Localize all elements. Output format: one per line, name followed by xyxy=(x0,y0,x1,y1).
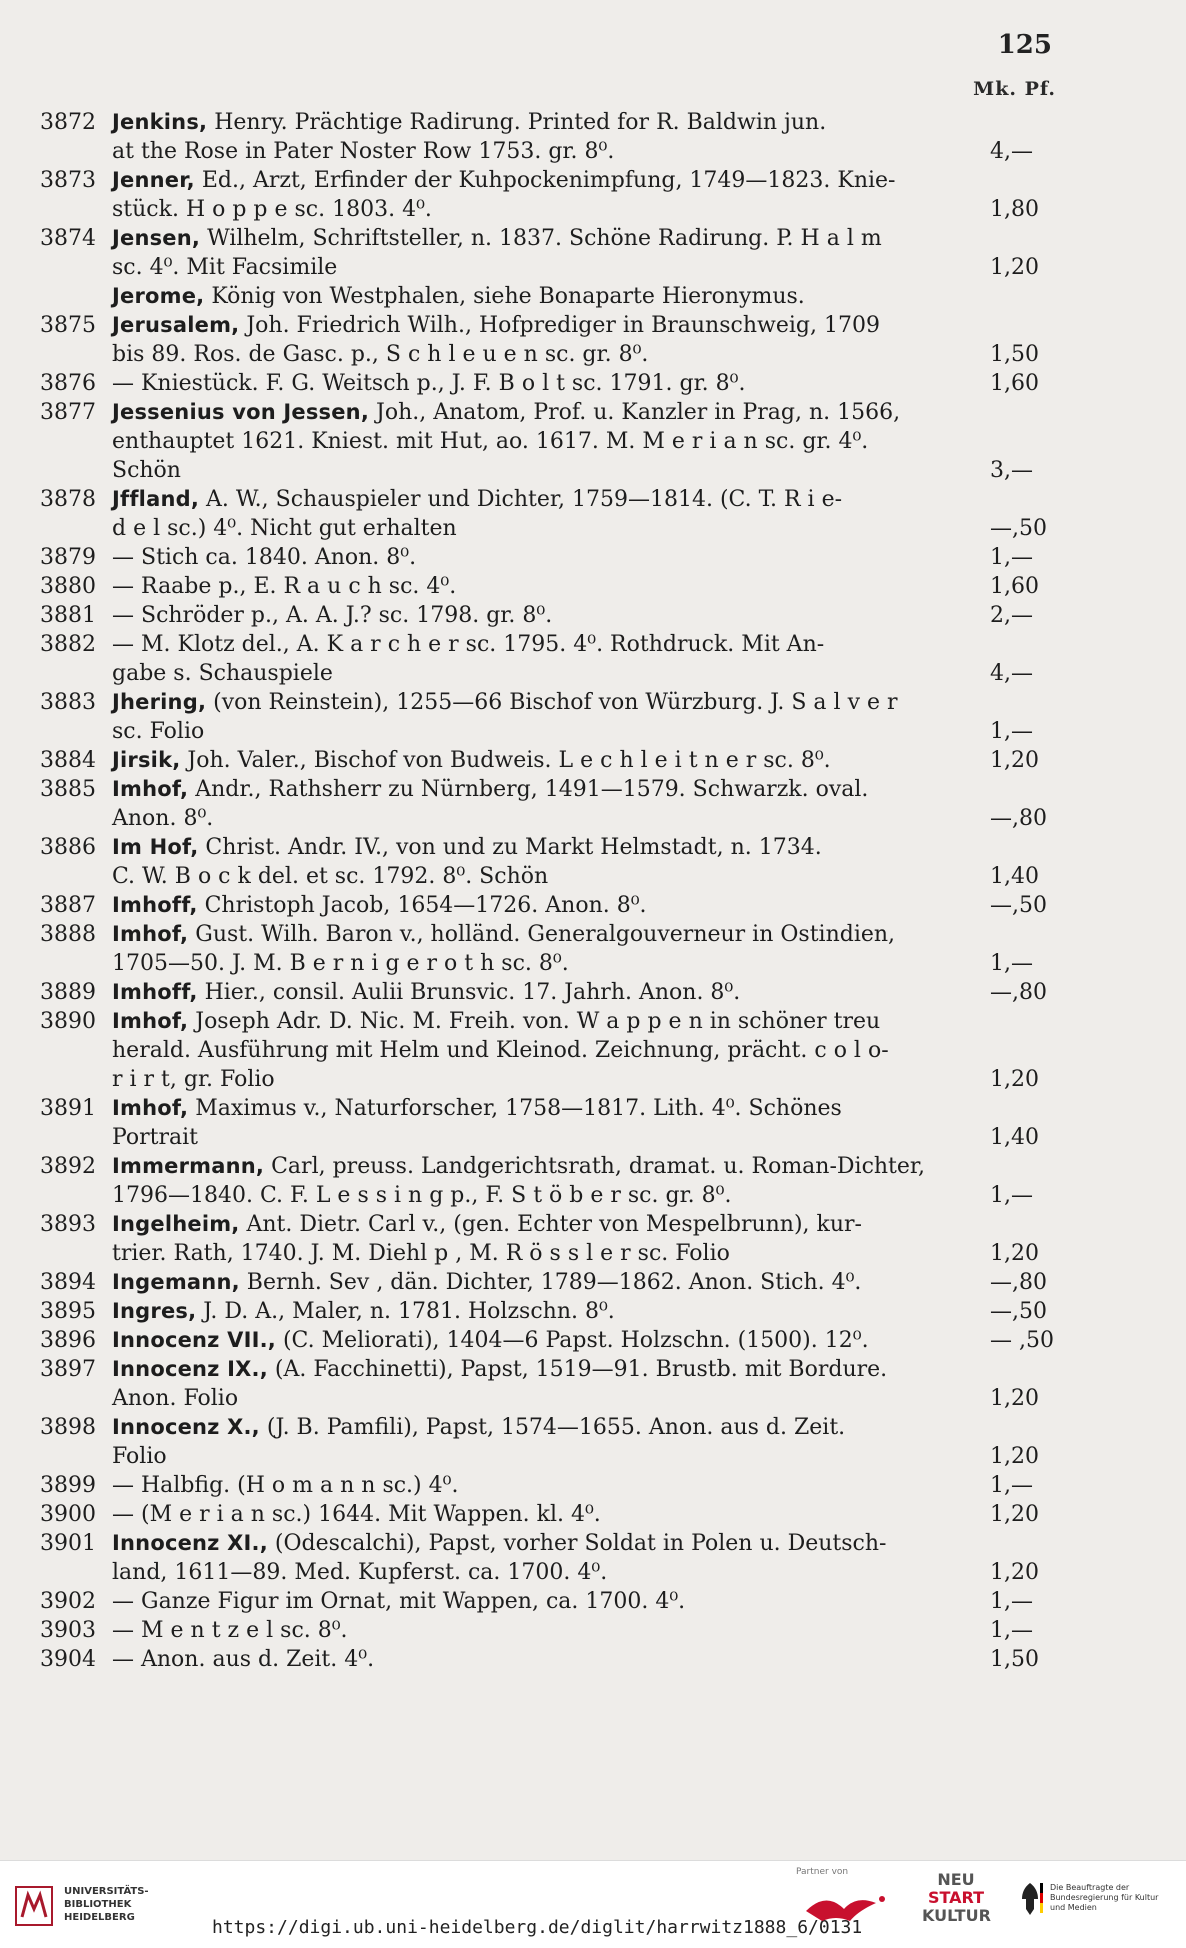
entry-first-line xyxy=(40,1326,1070,1355)
entry-price: —,80 xyxy=(990,980,1047,1005)
entry-text xyxy=(112,775,868,804)
entry-continuation-line xyxy=(40,1239,1070,1268)
catalog-entry xyxy=(40,485,1070,543)
entry-number: 3903 xyxy=(40,1618,96,1643)
entry-text xyxy=(112,601,552,630)
entry-first-line xyxy=(40,775,1070,804)
entry-number: 3895 xyxy=(40,1299,96,1324)
entry-description: — Ganze Figur im Ornat, mit Wappen, ca. 1700. 4⁰. xyxy=(112,1589,686,1614)
entry-price: —,50 xyxy=(990,516,1047,541)
entry-number: 3877 xyxy=(40,400,96,425)
entry-description: bis 89. Ros. de Gasc. p., S c h l e u e n sc. gr. 8⁰. xyxy=(112,342,649,367)
entry-first-line xyxy=(40,398,1070,427)
entry-person-name: Jensen, xyxy=(112,226,201,250)
entry-description: König von Westphalen, siehe Bonaparte Hieronymus. xyxy=(204,284,805,309)
entry-description: Joseph Adr. D. Nic. M. Freih. von. W a p p e n in schöner treu xyxy=(188,1009,881,1034)
entry-price: 2,— xyxy=(990,603,1033,628)
entry-description: — M. Klotz del., A. K a r c h e r sc. 1795. 4⁰. Rothdruck. Mit An- xyxy=(112,632,825,657)
entry-first-line xyxy=(40,688,1070,717)
entry-person-name: Imhoff, xyxy=(112,980,198,1004)
entry-person-name: Imhoff, xyxy=(112,893,198,917)
bkm-logo[interactable]: Die Beauftragte der Bundesregierung für Kultur und Medien xyxy=(1016,1879,1176,1929)
entry-text xyxy=(112,311,880,340)
entry-price: 1,50 xyxy=(990,342,1039,367)
entry-description: (J. B. Pamfili), Papst, 1574—1655. Anon. aus d. Zeit. xyxy=(259,1415,846,1440)
entry-description: Christoph Jacob, 1654—1726. Anon. 8⁰. xyxy=(197,893,647,918)
entry-text xyxy=(112,1587,685,1616)
entry-price: —,50 xyxy=(990,893,1047,918)
entry-continuation-line xyxy=(40,804,1070,833)
entry-number: 3898 xyxy=(40,1415,96,1440)
entry-text xyxy=(112,427,868,456)
entry-text xyxy=(112,456,181,485)
entry-first-line xyxy=(40,920,1070,949)
entry-first-line xyxy=(40,891,1070,920)
entry-person-name: Imhof, xyxy=(112,1009,189,1033)
entry-price: 1,60 xyxy=(990,574,1039,599)
catalog-entry xyxy=(40,630,1070,688)
entry-text xyxy=(112,804,213,833)
entry-price: 1,— xyxy=(990,719,1033,744)
catalog-entry xyxy=(40,1645,1070,1674)
entry-continuation-line xyxy=(40,137,1070,166)
entry-number: 3889 xyxy=(40,980,96,1005)
entry-continuation-line xyxy=(40,514,1070,543)
entry-number: 3885 xyxy=(40,777,96,802)
entry-text xyxy=(112,543,416,572)
catalog-entry xyxy=(40,688,1070,746)
catalog-entry xyxy=(40,920,1070,978)
entry-text xyxy=(112,717,204,746)
entry-price: 1,40 xyxy=(990,1125,1039,1150)
entry-text xyxy=(112,978,740,1007)
entry-text xyxy=(112,1036,889,1065)
entry-text xyxy=(112,1123,198,1152)
entry-continuation-line xyxy=(40,949,1070,978)
entry-text xyxy=(112,659,333,688)
entry-price: 4,— xyxy=(990,139,1033,164)
catalog-entry xyxy=(40,1616,1070,1645)
entry-person-name: Jenkins, xyxy=(112,110,208,134)
catalog-entry xyxy=(40,1500,1070,1529)
entry-text xyxy=(112,398,900,427)
entry-price: 1,— xyxy=(990,545,1033,570)
entry-number: 3875 xyxy=(40,313,96,338)
library-seal-icon xyxy=(14,1885,54,1927)
entry-continuation-line xyxy=(40,1065,1070,1094)
entry-person-name: Jerusalem, xyxy=(112,313,240,337)
entry-description: (C. Meliorati), 1404—6 Papst. Holzschn. (1500). 12⁰. xyxy=(275,1328,869,1353)
entry-number: 3892 xyxy=(40,1154,96,1179)
catalog-entry xyxy=(40,775,1070,833)
catalog-entry xyxy=(40,1007,1070,1094)
entry-person-name: Jessenius von Jessen, xyxy=(112,400,370,424)
entry-text xyxy=(112,746,831,775)
catalog-entry xyxy=(40,1152,1070,1210)
catalog-entry xyxy=(40,1297,1070,1326)
entry-number: 3902 xyxy=(40,1589,96,1614)
entry-price: —,80 xyxy=(990,1270,1047,1295)
entry-price: 1,20 xyxy=(990,1067,1039,1092)
entry-description: 1705—50. J. M. B e r n i g e r o t h sc. 8⁰. xyxy=(112,951,569,976)
entry-text xyxy=(112,224,882,253)
entry-first-line xyxy=(40,1413,1070,1442)
entry-first-line xyxy=(40,224,1070,253)
entry-continuation-line xyxy=(40,195,1070,224)
entry-price: 1,20 xyxy=(990,1560,1039,1585)
entry-number: 3880 xyxy=(40,574,96,599)
entry-person-name: Immermann, xyxy=(112,1154,265,1178)
entry-person-name: Jffland, xyxy=(112,487,200,511)
entry-number: 3884 xyxy=(40,748,96,773)
entry-number: 3890 xyxy=(40,1009,96,1034)
entry-price: 4,— xyxy=(990,661,1033,686)
entry-text xyxy=(112,1471,458,1500)
entry-description: — (M e r i a n sc.) 1644. Mit Wappen. kl. 4⁰. xyxy=(112,1502,601,1527)
entry-description: Andr., Rathsherr zu Nürnberg, 1491—1579. Schwarzk. oval. xyxy=(188,777,869,802)
entry-first-line xyxy=(40,572,1070,601)
entry-person-name: Jirsik, xyxy=(112,748,181,772)
entry-number: 3893 xyxy=(40,1212,96,1237)
entry-description: at the Rose in Pater Noster Row 1753. gr. 8⁰. xyxy=(112,139,615,164)
entry-text xyxy=(112,1616,348,1645)
entry-price: 1,20 xyxy=(990,1241,1039,1266)
entry-text xyxy=(112,891,647,920)
catalog-entry xyxy=(40,398,1070,485)
entry-description: A. W., Schauspieler und Dichter, 1759—1814. (C. T. R i e- xyxy=(199,487,843,512)
entry-description: gabe s. Schauspiele xyxy=(112,661,333,686)
entry-description: — Stich ca. 1840. Anon. 8⁰. xyxy=(112,545,417,570)
entry-number: 3904 xyxy=(40,1647,96,1672)
entry-description: — M e n t z e l sc. 8⁰. xyxy=(112,1618,348,1643)
viewer-footer xyxy=(0,1860,1186,1948)
entry-number: 3876 xyxy=(40,371,96,396)
catalog-entry xyxy=(40,166,1070,224)
entry-person-name: Innocenz IX., xyxy=(112,1357,268,1381)
catalog-entry xyxy=(40,601,1070,630)
entry-first-line xyxy=(40,630,1070,659)
entry-number: 3891 xyxy=(40,1096,96,1121)
entry-text xyxy=(112,833,822,862)
entry-first-line xyxy=(40,1587,1070,1616)
entry-description: — Halbfig. (H o m a n n sc.) 4⁰. xyxy=(112,1473,459,1498)
entry-person-name: Im Hof, xyxy=(112,835,199,859)
entry-text xyxy=(112,282,805,311)
entry-person-name: Jenner, xyxy=(112,168,195,192)
entry-first-line xyxy=(40,833,1070,862)
entry-person-name: Ingres, xyxy=(112,1299,197,1323)
catalog-entry xyxy=(40,369,1070,398)
entry-price: —,80 xyxy=(990,806,1047,831)
permalink-url[interactable]: https://digi.ub.uni-heidelberg.de/diglit/harrwitz1888_6/0131 xyxy=(212,1917,863,1938)
entry-price: 1,— xyxy=(990,951,1033,976)
entry-text xyxy=(112,1210,862,1239)
catalog-entry xyxy=(40,1268,1070,1297)
entry-first-line xyxy=(40,282,1070,311)
entry-description: sc. Folio xyxy=(112,719,205,744)
entry-text xyxy=(112,1558,607,1587)
entry-text xyxy=(112,253,337,282)
entry-description: Anon. Folio xyxy=(112,1386,239,1411)
entry-person-name: Jerome, xyxy=(112,284,205,308)
entry-number: 3887 xyxy=(40,893,96,918)
entry-description: Gust. Wilh. Baron v., holländ. Generalgouverneur in Ostindien, xyxy=(188,922,896,947)
entry-number: 3878 xyxy=(40,487,96,512)
entry-price: 1,50 xyxy=(990,1647,1039,1672)
entry-continuation-line xyxy=(40,253,1070,282)
entry-person-name: Imhof, xyxy=(112,922,189,946)
catalog-entry xyxy=(40,1529,1070,1587)
entry-number: 3896 xyxy=(40,1328,96,1353)
entry-price: 1,40 xyxy=(990,864,1039,889)
entry-description: J. D. A., Maler, n. 1781. Holzschn. 8⁰. xyxy=(196,1299,615,1324)
entry-description: enthauptet 1621. Kniest. mit Hut, ao. 1617. M. M e r i a n sc. gr. 4⁰. xyxy=(112,429,869,454)
entry-price: 1,— xyxy=(990,1618,1033,1643)
entry-price: 1,60 xyxy=(990,371,1039,396)
partner-label: Partner von xyxy=(796,1867,849,1877)
catalog-entry xyxy=(40,833,1070,891)
entry-price: 1,20 xyxy=(990,748,1039,773)
entry-description: d e l sc.) 4⁰. Nicht gut erhalten xyxy=(112,516,457,541)
entry-first-line xyxy=(40,1297,1070,1326)
entry-description: sc. 4⁰. Mit Facsimile xyxy=(112,255,338,280)
entry-price: 1,80 xyxy=(990,197,1039,222)
entry-person-name: Imhof, xyxy=(112,1096,189,1120)
entry-text xyxy=(112,1500,601,1529)
entry-description: Joh. Friedrich Wilh., Hofprediger in Braunschweig, 1709 xyxy=(239,313,880,338)
entry-number: 3901 xyxy=(40,1531,96,1556)
entry-number: 3882 xyxy=(40,632,96,657)
entry-description: — Schröder p., A. A. J.? sc. 1798. gr. 8⁰. xyxy=(112,603,553,628)
entry-text xyxy=(112,108,826,137)
entry-first-line xyxy=(40,1210,1070,1239)
entry-first-line xyxy=(40,311,1070,340)
entry-text xyxy=(112,369,745,398)
entry-text xyxy=(112,340,648,369)
entry-number: 3894 xyxy=(40,1270,96,1295)
catalog-entry xyxy=(40,1355,1070,1413)
entry-description: stück. H o p p e sc. 1803. 4⁰. xyxy=(112,197,432,222)
catalog-entry xyxy=(40,543,1070,572)
entry-first-line xyxy=(40,1152,1070,1181)
entry-continuation-line xyxy=(40,427,1070,456)
entry-description: — Raabe p., E. R a u c h sc. 4⁰. xyxy=(112,574,457,599)
entry-description: Maximus v., Naturforscher, 1758—1817. Lith. 4⁰. Schönes xyxy=(188,1096,842,1121)
entry-text xyxy=(112,920,895,949)
entry-price: — ,50 xyxy=(990,1328,1054,1353)
entry-person-name: Innocenz VII., xyxy=(112,1328,276,1352)
catalog-entry xyxy=(40,1210,1070,1268)
entry-text xyxy=(112,195,432,224)
entry-description: Folio xyxy=(112,1444,167,1469)
entry-text xyxy=(112,1645,374,1674)
entry-description: r i r t, gr. Folio xyxy=(112,1067,275,1092)
entry-continuation-line xyxy=(40,340,1070,369)
entry-price: —,50 xyxy=(990,1299,1047,1324)
entry-text xyxy=(112,1529,886,1558)
entry-first-line xyxy=(40,543,1070,572)
federal-eagle-icon xyxy=(1016,1879,1044,1919)
entry-first-line xyxy=(40,1645,1070,1674)
entry-text xyxy=(112,1065,275,1094)
entry-price: 1,— xyxy=(990,1589,1033,1614)
entry-person-name: Jhering, xyxy=(112,690,207,714)
entry-text xyxy=(112,1355,887,1384)
entry-first-line xyxy=(40,1094,1070,1123)
entry-person-name: Imhof, xyxy=(112,777,189,801)
entry-first-line xyxy=(40,485,1070,514)
entry-price: 1,— xyxy=(990,1473,1033,1498)
catalog-entry xyxy=(40,1413,1070,1471)
entry-first-line xyxy=(40,1616,1070,1645)
entry-number: 3881 xyxy=(40,603,96,628)
entry-person-name: Innocenz XI., xyxy=(112,1531,268,1555)
entry-description: Joh. Valer., Bischof von Budweis. L e c h l e i t n e r sc. 8⁰. xyxy=(180,748,831,773)
entry-description: (Odescalchi), Papst, vorher Soldat in Polen u. Deutsch- xyxy=(267,1531,887,1556)
entry-description: 1796—1840. C. F. L e s s i n g p., F. S t ö b e r sc. gr. 8⁰. xyxy=(112,1183,732,1208)
entry-text xyxy=(112,1239,730,1268)
entry-description: land, 1611—89. Med. Kupferst. ca. 1700. 4⁰. xyxy=(112,1560,608,1585)
entry-price: 1,20 xyxy=(990,1386,1039,1411)
entry-continuation-line xyxy=(40,456,1070,485)
entry-text xyxy=(112,137,614,166)
catalog-entry xyxy=(40,1094,1070,1152)
entry-text xyxy=(112,1094,842,1123)
entry-text xyxy=(112,1297,615,1326)
entry-description: Ant. Dietr. Carl v., (gen. Echter von Mespelbrunn), kur- xyxy=(239,1212,862,1237)
entry-text xyxy=(112,485,842,514)
entry-number: 3899 xyxy=(40,1473,96,1498)
university-library-logo[interactable] xyxy=(14,1879,154,1935)
entry-description: Henry. Prächtige Radirung. Printed for R. Baldwin jun. xyxy=(207,110,827,135)
entry-description: Schön xyxy=(112,458,181,483)
entry-description: Carl, preuss. Landgerichtsrath, dramat. u. Roman-Dichter, xyxy=(264,1154,926,1179)
entry-first-line xyxy=(40,1007,1070,1036)
entry-description: Anon. 8⁰. xyxy=(112,806,214,831)
catalog-entry xyxy=(40,891,1070,920)
entry-description: herald. Ausführung mit Helm und Kleinod. Zeichnung, prächt. c o l o- xyxy=(112,1038,889,1063)
entry-text xyxy=(112,1181,731,1210)
partner-bird-logo-icon[interactable] xyxy=(796,1881,896,1937)
entry-description: — Anon. aus d. Zeit. 4⁰. xyxy=(112,1647,375,1672)
entry-price: 1,— xyxy=(990,1183,1033,1208)
entry-first-line xyxy=(40,1268,1070,1297)
entry-text xyxy=(112,688,898,717)
entry-first-line xyxy=(40,746,1070,775)
neustart-kultur-logo[interactable]: NEU START KULTUR xyxy=(922,1870,991,1925)
entry-continuation-line xyxy=(40,862,1070,891)
entry-number: 3897 xyxy=(40,1357,96,1382)
entry-text xyxy=(112,630,824,659)
entry-text xyxy=(112,1413,845,1442)
entry-first-line xyxy=(40,1355,1070,1384)
entry-continuation-line xyxy=(40,1123,1070,1152)
entry-description: Joh., Anatom, Prof. u. Kanzler in Prag, n. 1566, xyxy=(369,400,901,425)
entry-text xyxy=(112,514,457,543)
entry-text xyxy=(112,862,548,891)
entry-number: 3872 xyxy=(40,110,96,135)
entry-continuation-line xyxy=(40,1442,1070,1471)
catalog-entry xyxy=(40,1587,1070,1616)
entry-text xyxy=(112,1326,869,1355)
entry-first-line xyxy=(40,601,1070,630)
entry-person-name: Innocenz X., xyxy=(112,1415,260,1439)
entry-price: 1,20 xyxy=(990,1502,1039,1527)
entry-text xyxy=(112,1152,925,1181)
entry-number: 3900 xyxy=(40,1502,96,1527)
entry-price: 3,— xyxy=(990,458,1033,483)
catalog-entry xyxy=(40,1471,1070,1500)
currency-header: Mk. Pf. xyxy=(973,78,1056,100)
entry-description: Hier., consil. Aulii Brunsvic. 17. Jahrh. Anon. 8⁰. xyxy=(197,980,741,1005)
entry-description: (von Reinstein), 1255—66 Bischof von Würzburg. J. S a l v e r xyxy=(206,690,898,715)
entry-description: Bernh. Sev , dän. Dichter, 1789—1862. Anon. Stich. 4⁰. xyxy=(239,1270,862,1295)
entry-text xyxy=(112,1007,880,1036)
entry-description: (A. Facchinetti), Papst, 1519—91. Brustb. mit Bordure. xyxy=(267,1357,888,1382)
entry-description: Ed., Arzt, Erfinder der Kuhpockenimpfung, 1749—1823. Knie- xyxy=(194,168,896,193)
entry-text xyxy=(112,1384,238,1413)
entry-number: 3874 xyxy=(40,226,96,251)
entry-first-line xyxy=(40,1471,1070,1500)
entry-description: Christ. Andr. IV., von und zu Markt Helmstadt, n. 1734. xyxy=(198,835,822,860)
entry-description: C. W. B o c k del. et sc. 1792. 8⁰. Schön xyxy=(112,864,549,889)
entry-first-line xyxy=(40,978,1070,1007)
entry-price: 1,20 xyxy=(990,255,1039,280)
entry-continuation-line xyxy=(40,1558,1070,1587)
entry-person-name: Ingemann, xyxy=(112,1270,240,1294)
entry-number: 3888 xyxy=(40,922,96,947)
entry-text xyxy=(112,572,456,601)
entry-first-line xyxy=(40,369,1070,398)
entry-first-line xyxy=(40,166,1070,195)
entry-description: trier. Rath, 1740. J. M. Diehl p , M. R ö s s l e r sc. Folio xyxy=(112,1241,730,1266)
catalog-entry xyxy=(40,1326,1070,1355)
entry-continuation-line xyxy=(40,1181,1070,1210)
entry-description: Portrait xyxy=(112,1125,199,1150)
entry-text xyxy=(112,949,569,978)
catalog-entry xyxy=(40,282,1070,311)
entry-text xyxy=(112,1268,861,1297)
catalog-entry xyxy=(40,224,1070,282)
entry-number: 3886 xyxy=(40,835,96,860)
entry-continuation-line xyxy=(40,659,1070,688)
page-number: 125 xyxy=(997,30,1052,60)
entry-first-line xyxy=(40,1500,1070,1529)
entry-text xyxy=(112,1442,167,1471)
entry-number: 3883 xyxy=(40,690,96,715)
entry-person-name: Ingelheim, xyxy=(112,1212,240,1236)
entry-continuation-line xyxy=(40,717,1070,746)
entry-number: 3879 xyxy=(40,545,96,570)
catalog-entry xyxy=(40,978,1070,1007)
entry-description: — Kniestück. F. G. Weitsch p., J. F. B o l t sc. 1791. gr. 8⁰. xyxy=(112,371,746,396)
catalog-entry xyxy=(40,572,1070,601)
catalog-entry xyxy=(40,746,1070,775)
entry-description: Wilhelm, Schriftsteller, n. 1837. Schöne Radirung. P. H a l m xyxy=(200,226,882,251)
entry-first-line xyxy=(40,108,1070,137)
catalog-entries xyxy=(40,108,1070,1674)
entry-number: 3873 xyxy=(40,168,96,193)
library-name: UNIVERSITÄTS- BIBLIOTHEK HEIDELBERG xyxy=(64,1886,149,1923)
entry-price: 1,20 xyxy=(990,1444,1039,1469)
catalog-entry xyxy=(40,108,1070,166)
entry-continuation-line xyxy=(40,1384,1070,1413)
entry-continuation-line xyxy=(40,1036,1070,1065)
entry-text xyxy=(112,166,896,195)
entry-first-line xyxy=(40,1529,1070,1558)
catalog-entry xyxy=(40,311,1070,369)
